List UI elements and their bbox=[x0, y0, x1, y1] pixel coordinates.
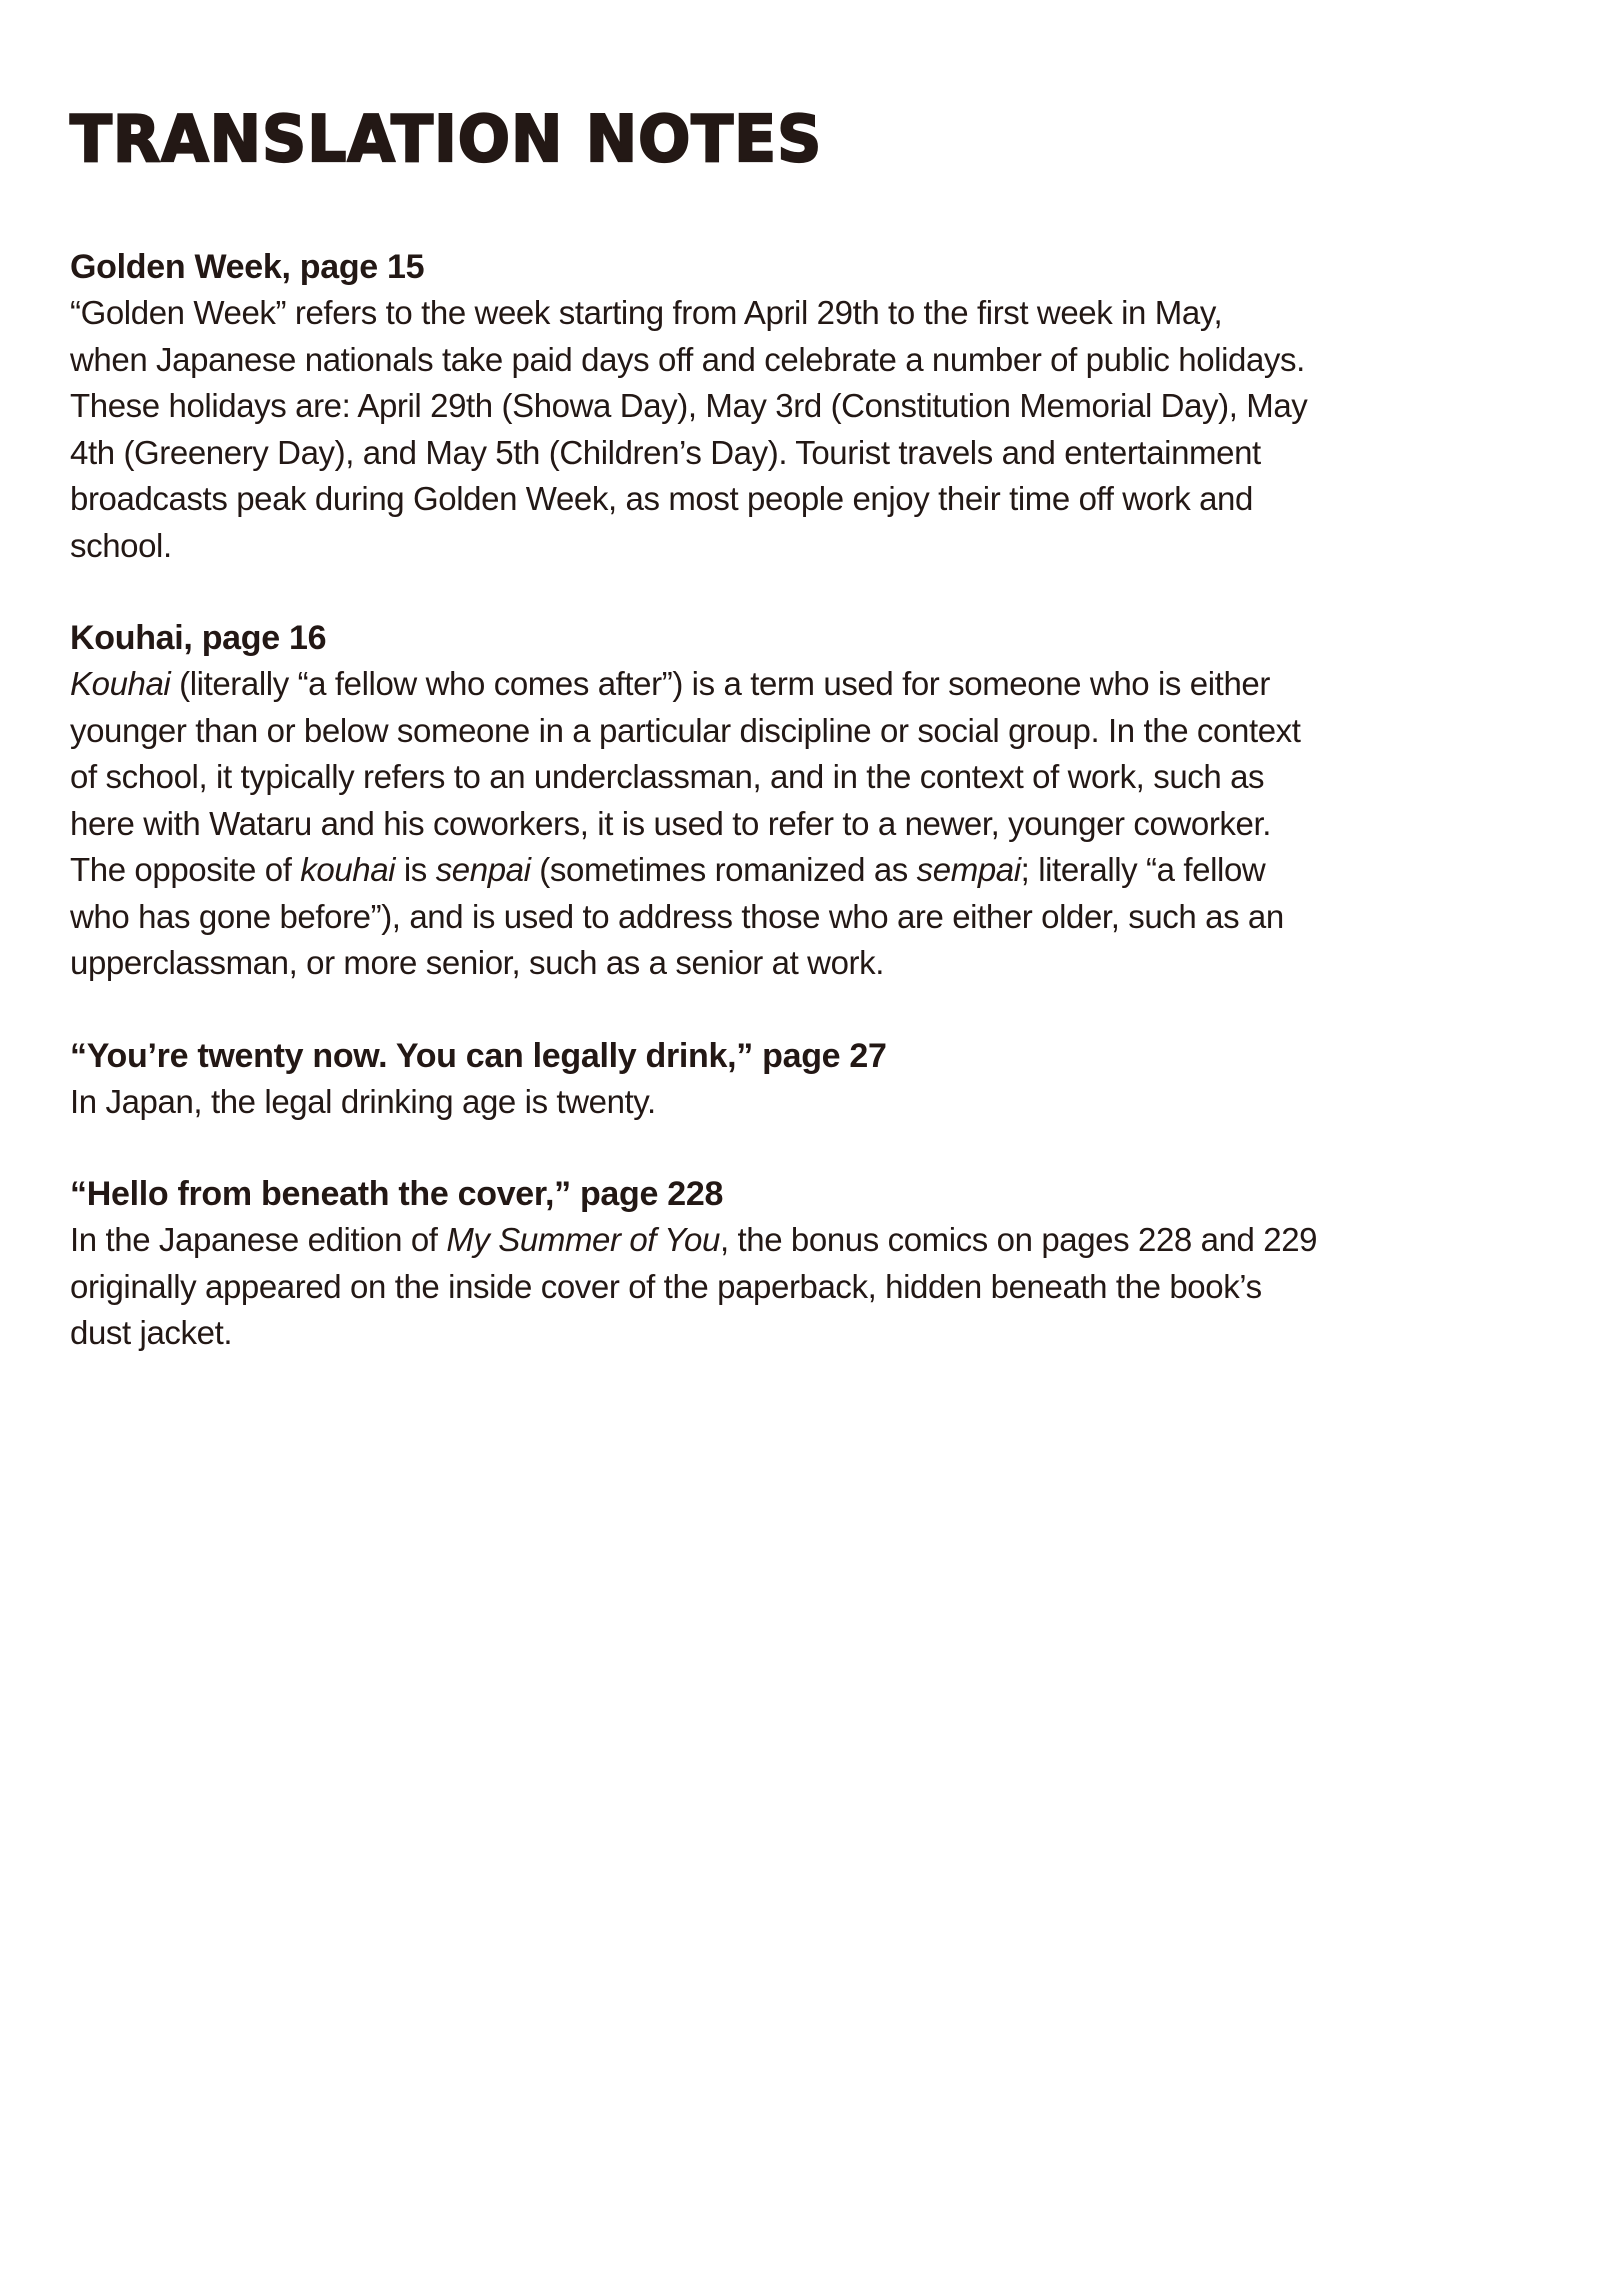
note-body-line bbox=[70, 383, 1510, 430]
note-body-line bbox=[70, 1310, 1510, 1357]
note-body-line bbox=[70, 847, 1510, 894]
note-heading: “You’re twenty now. You can legally drink,” page 27 bbox=[70, 1036, 887, 1075]
note-body bbox=[70, 661, 1510, 987]
note-body-line bbox=[70, 1217, 1510, 1264]
note-body-line bbox=[70, 801, 1510, 848]
text-run: younger than or below someone in a particular discipline or social group. In the context bbox=[70, 711, 1301, 749]
note-body-line bbox=[70, 430, 1510, 477]
note-body-line bbox=[70, 661, 1510, 708]
text-run: who has gone before”), and is used to address those who are either older, such as an bbox=[70, 897, 1284, 935]
note-body-line bbox=[70, 894, 1510, 941]
text-run: In the Japanese edition of bbox=[70, 1221, 447, 1258]
text-run: originally appeared on the inside cover of the paperback, hidden beneath the book’s bbox=[70, 1267, 1262, 1305]
text-run: (sometimes romanized as bbox=[530, 851, 917, 888]
note-body-line bbox=[70, 940, 1510, 987]
note-hello-beneath-cover bbox=[70, 1171, 1530, 1357]
text-run: upperclassman, or more senior, such as a senior at work. bbox=[70, 944, 884, 981]
text-run: broadcasts peak during Golden Week, as most people enjoy their time off work and bbox=[70, 480, 1253, 517]
italic-term: sempai bbox=[916, 851, 1021, 888]
translation-notes-page bbox=[70, 100, 1530, 1403]
note-body-line bbox=[70, 754, 1510, 801]
note-body-line bbox=[70, 337, 1510, 384]
italic-term: Kouhai bbox=[70, 665, 171, 702]
text-run: when Japanese nationals take paid days off and celebrate a number of public holidays. bbox=[70, 340, 1305, 378]
note-body bbox=[70, 290, 1510, 569]
note-heading: Golden Week, page 15 bbox=[70, 248, 425, 286]
note-body-line bbox=[70, 523, 1510, 570]
text-run: In Japan, the legal drinking age is twenty. bbox=[70, 1082, 656, 1120]
text-run: of school, it typically refers to an underclassman, and in the context of work, such as bbox=[70, 758, 1265, 795]
page-title: TRANSLATION NOTES bbox=[70, 103, 823, 177]
italic-term: My Summer of You bbox=[446, 1221, 720, 1258]
text-run: school. bbox=[70, 526, 172, 564]
text-run: ; literally “a fellow bbox=[1020, 851, 1266, 888]
note-kouhai bbox=[70, 615, 1530, 987]
note-body-line bbox=[70, 708, 1510, 755]
text-run: These holidays are: April 29th (Showa Day), May 3rd (Constitution Memorial Day), May bbox=[70, 387, 1308, 424]
note-body bbox=[70, 1079, 1510, 1126]
text-run: here with Wataru and his coworkers, it is used to refer to a newer, younger coworker. bbox=[70, 804, 1272, 842]
italic-term: senpai bbox=[435, 851, 531, 888]
note-heading: Kouhai, page 16 bbox=[70, 619, 327, 657]
text-run: is bbox=[395, 851, 436, 888]
note-body-line bbox=[70, 1079, 1510, 1126]
italic-term: kouhai bbox=[300, 851, 396, 888]
text-run: 4th (Greenery Day), and May 5th (Children’s Day). Tourist travels and entertainment bbox=[70, 433, 1261, 471]
text-run: (literally “a fellow who comes after”) is a term used for someone who is either bbox=[170, 665, 1270, 702]
notes-list bbox=[70, 244, 1530, 1357]
text-run: dust jacket. bbox=[70, 1314, 233, 1351]
note-body-line bbox=[70, 476, 1510, 523]
note-body-line bbox=[70, 290, 1510, 337]
note-heading: “Hello from beneath the cover,” page 228 bbox=[70, 1175, 724, 1213]
note-body-line bbox=[70, 1264, 1510, 1311]
text-run: , the bonus comics on pages 228 and 229 bbox=[719, 1221, 1318, 1258]
note-body bbox=[70, 1217, 1510, 1357]
note-legal-drinking-age bbox=[70, 1033, 1530, 1126]
note-golden-week bbox=[70, 244, 1530, 569]
text-run: The opposite of bbox=[70, 851, 301, 888]
text-run: “Golden Week” refers to the week starting from April 29th to the first week in May, bbox=[70, 294, 1223, 331]
